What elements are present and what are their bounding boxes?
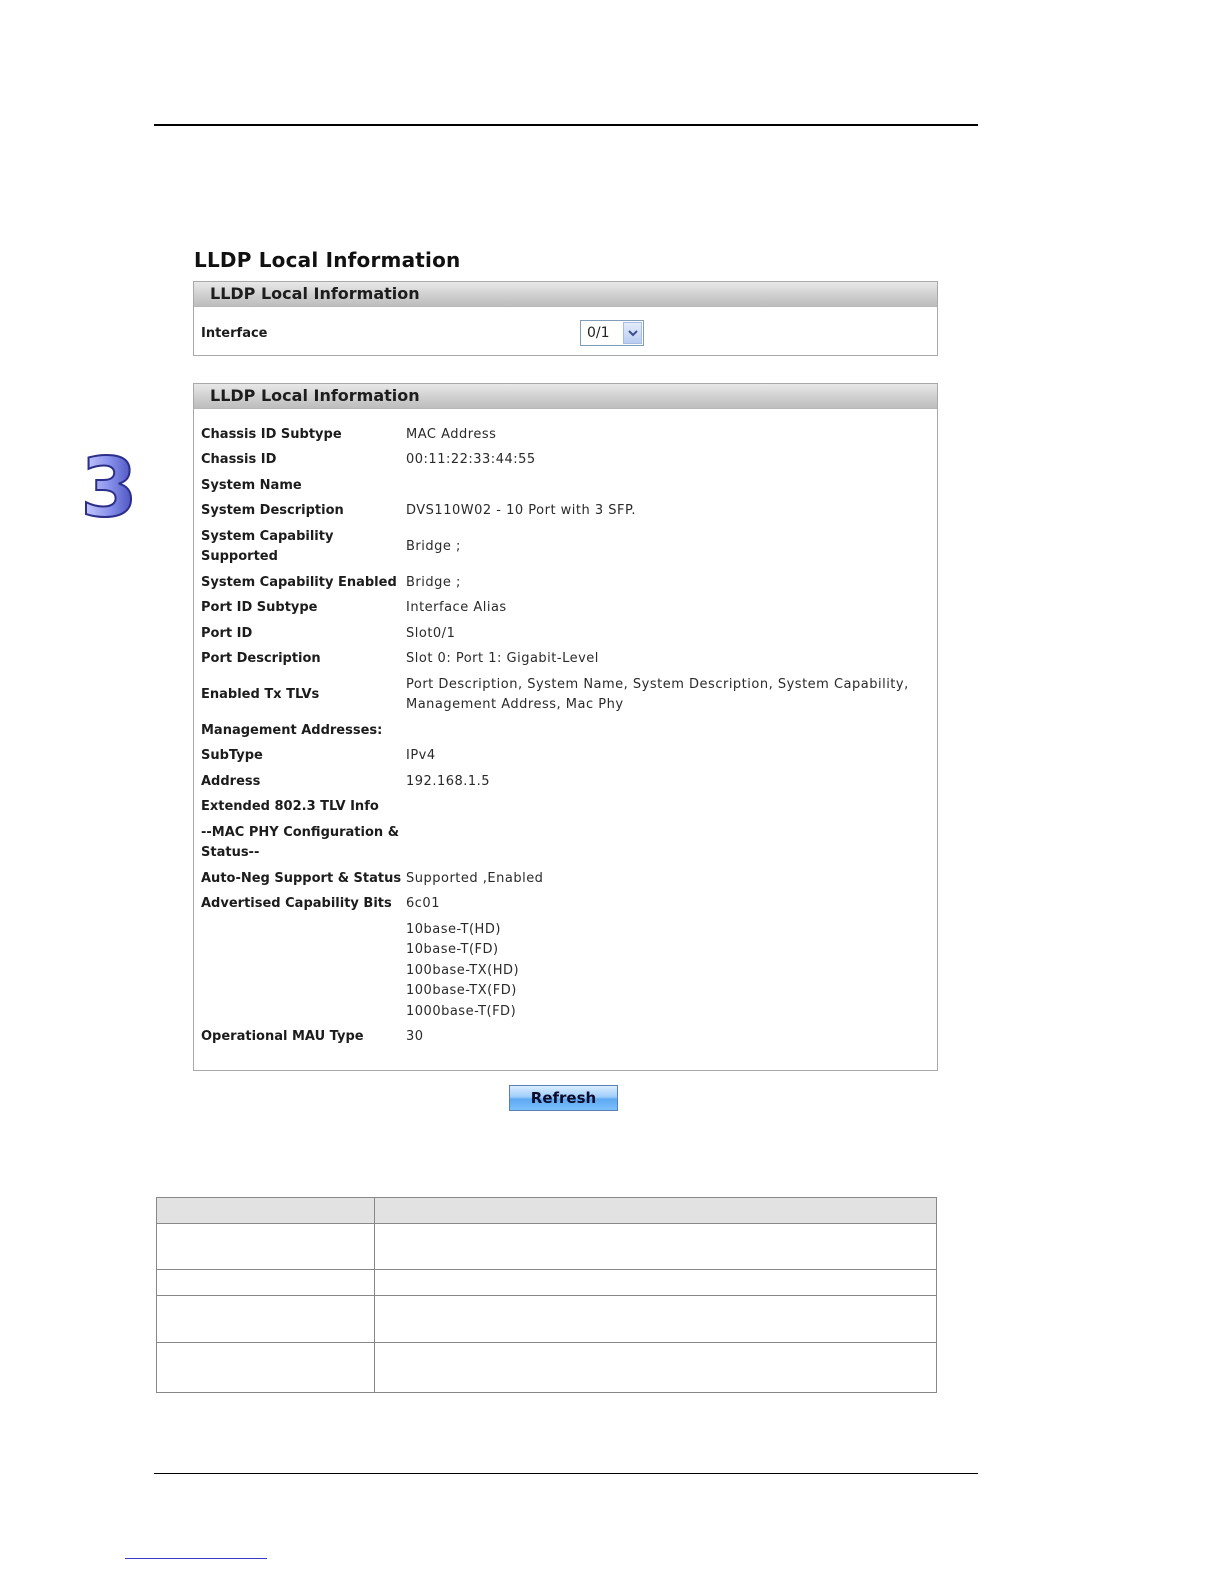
table-row	[201, 820, 926, 866]
row-label: Port ID	[201, 625, 253, 641]
row-value-line: 100base-TX(FD)	[406, 983, 517, 998]
table-row	[201, 422, 926, 448]
row-value	[406, 596, 926, 622]
row-value	[406, 866, 926, 892]
table-row	[201, 621, 926, 647]
row-value-line: DVS110W02 - 10 Port with 3 SFP.	[406, 503, 636, 518]
row-label: Port ID Subtype	[201, 600, 318, 615]
row-value	[406, 795, 926, 821]
interface-panel	[193, 281, 938, 356]
row-value-line: 6c01	[406, 896, 440, 911]
table-row	[157, 1296, 937, 1343]
row-label: System Description	[201, 503, 344, 518]
table-header-cell	[157, 1198, 375, 1224]
interface-select[interactable]	[580, 320, 644, 346]
row-label: SubType	[201, 748, 263, 763]
table-cell	[157, 1343, 375, 1393]
row-label: System Name	[201, 477, 302, 493]
table-row	[157, 1270, 937, 1296]
row-value-line: MAC Address	[406, 426, 497, 442]
interface-label: Interface	[201, 326, 268, 341]
row-value-line: 00:11:22:33:44:55	[406, 452, 536, 467]
chevron-down-icon[interactable]	[623, 322, 642, 344]
row-value-line: 10base-T(FD)	[406, 942, 499, 957]
table-cell	[157, 1296, 375, 1343]
row-value-line: 10base-T(HD)	[406, 921, 501, 937]
row-value	[406, 570, 926, 596]
row-value	[406, 499, 926, 525]
table-row	[201, 892, 926, 918]
header-rule	[154, 124, 978, 126]
table-row	[157, 1343, 937, 1393]
local-info-table	[201, 422, 926, 1050]
table-row	[201, 718, 926, 744]
row-label: Auto-Neg Support & Status	[201, 870, 402, 886]
row-value	[406, 892, 926, 918]
row-value	[406, 621, 926, 647]
row-label: Management Addresses:	[201, 722, 383, 738]
row-label: System Capability Enabled	[201, 574, 397, 590]
table-row	[157, 1224, 937, 1270]
table-row	[201, 448, 926, 474]
row-value-line: Bridge ;	[406, 574, 461, 590]
row-value-line: Interface Alias	[406, 600, 507, 615]
row-value	[406, 422, 926, 448]
page-title: LLDP Local Information	[194, 248, 461, 272]
row-value-line: Management Address, Mac Phy	[406, 697, 624, 712]
row-value	[406, 473, 926, 499]
table-row	[201, 769, 926, 795]
row-label: Operational MAU Type	[201, 1029, 364, 1044]
table-header-cell	[375, 1198, 937, 1224]
table-row	[201, 795, 926, 821]
row-value-line: Slot0/1	[406, 625, 456, 641]
table-cell	[157, 1224, 375, 1270]
chapter-number-icon	[80, 440, 138, 536]
row-value-line: IPv4	[406, 748, 436, 763]
row-value	[406, 917, 926, 1025]
table-row	[201, 866, 926, 892]
table-row	[201, 473, 926, 499]
local-info-panel	[193, 383, 938, 1071]
row-value-line: Port Description, System Name, System Description, System Capability,	[406, 676, 909, 692]
row-value	[406, 718, 926, 744]
description-table	[156, 1197, 937, 1393]
panel-title: LLDP Local Information	[194, 282, 937, 307]
table-cell	[375, 1343, 937, 1393]
table-row	[201, 570, 926, 596]
footer-rule	[154, 1473, 978, 1474]
row-value-line: 1000base-T(FD)	[406, 1003, 517, 1019]
svg-text:3: 3	[80, 441, 138, 536]
row-label: Chassis ID Subtype	[201, 426, 342, 442]
row-value	[406, 524, 926, 570]
table-row	[201, 596, 926, 622]
table-row	[201, 672, 926, 718]
table-cell	[157, 1270, 375, 1296]
row-label: Chassis ID	[201, 452, 277, 467]
row-value	[406, 744, 926, 770]
row-label: System Capability Supported	[201, 528, 334, 564]
table-cell	[375, 1270, 937, 1296]
table-cell	[375, 1296, 937, 1343]
row-label: Port Description	[201, 651, 321, 666]
table-cell	[375, 1224, 937, 1270]
refresh-button[interactable]: Refresh	[509, 1085, 618, 1111]
row-value-line: 100base-TX(HD)	[406, 962, 520, 978]
row-value-line: Bridge ;	[406, 538, 461, 554]
row-value-line: 192.168.1.5	[406, 773, 491, 789]
row-value	[406, 769, 926, 795]
row-label: --MAC PHY Configuration & Status--	[201, 824, 400, 860]
table-row	[201, 917, 926, 1025]
row-label	[201, 917, 406, 1025]
row-value-line: 30	[406, 1029, 424, 1044]
row-value-line: Supported ,Enabled	[406, 870, 544, 886]
table-row	[201, 647, 926, 673]
row-label: Address	[201, 773, 261, 789]
table-row	[201, 524, 926, 570]
table-row	[201, 1025, 926, 1051]
row-label: Advertised Capability Bits	[201, 896, 392, 911]
row-value-line: Slot 0: Port 1: Gigabit-Level	[406, 651, 599, 666]
table-row	[201, 744, 926, 770]
table-row	[201, 499, 926, 525]
table-header-row	[157, 1198, 937, 1224]
row-value	[406, 672, 926, 718]
footer-underline	[125, 1558, 267, 1559]
row-value	[406, 448, 926, 474]
row-value	[406, 820, 926, 866]
interface-select-value: 0/1	[587, 325, 610, 341]
panel-title: LLDP Local Information	[194, 384, 937, 409]
row-value	[406, 1025, 926, 1051]
row-value	[406, 647, 926, 673]
row-label: Extended 802.3 TLV Info	[201, 799, 379, 814]
row-label: Enabled Tx TLVs	[201, 686, 320, 702]
